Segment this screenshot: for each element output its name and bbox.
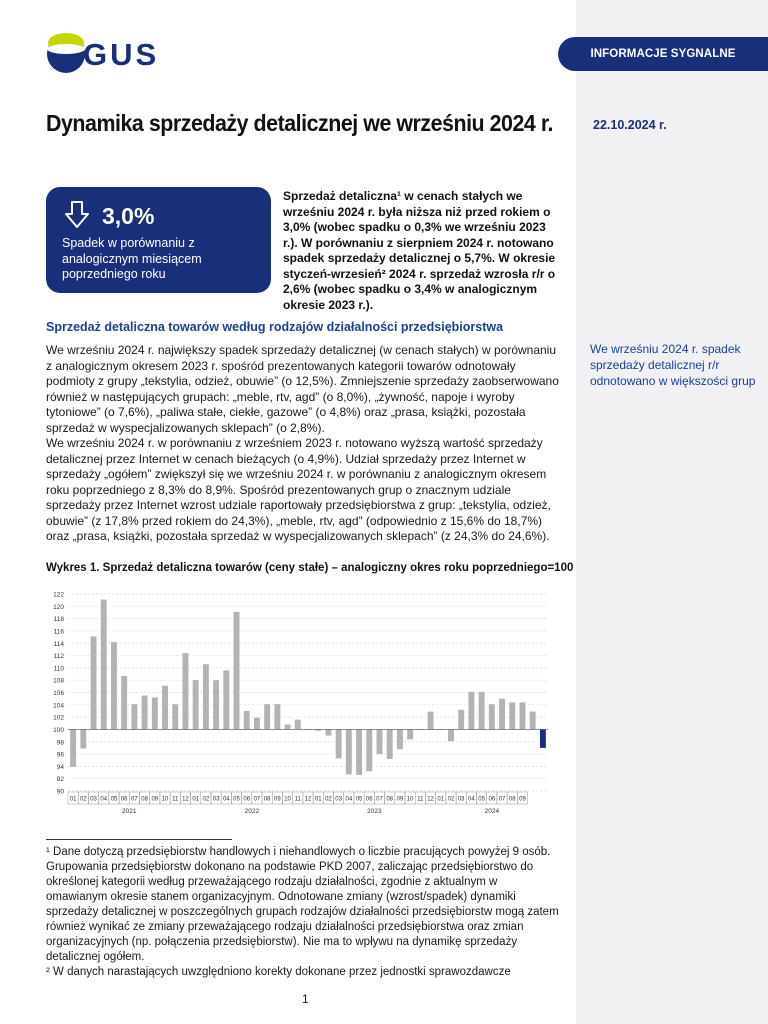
footnote-2: ² W danych narastających uwzględniono korekty dokonane przez jednostki sprawozdawcze [46,966,511,978]
month-label: 01 [314,796,322,803]
chart-bar [203,664,209,729]
y-tick-label: 100 [53,726,64,734]
side-note: We wrześniu 2024 r. spadek sprzedaży detalicznej r/r odnotowano w większości grup [590,342,756,388]
month-label: 01 [437,796,445,803]
lead-paragraph: Sprzedaż detaliczna¹ w cenach stałych we wrześniu 2024 r. była niższa niż przed rokiem o 3,0% (wobec spadku o 0,3% we wrześniu 2023 r.). W porównaniu z sierpniem 2024 r. notowano spadek sprzedaży detalicznej o 5,7%. W okresie styczeń-wrzesień² 2024 r. sprzedaż wzrosła r/r o 2,6% (wobec spadku o 3,4% w analogicznym okresie 2023 r.). [283,189,556,312]
chart-bar [254,718,260,730]
footnote-1: ¹ Dane dotyczą przedsiębiorstw handlowych i niehandlowych o liczbie pracujących powyżej 9 osób. Grupowania przedsiębiorstw dokonano na podstawie PKD 2007, zaliczając przedsiębiorstwo do określonej kategorii według przeważającego rodzaju działalności, zgodnie z aktualnym w omawianym okresie stanem organizacyjnym. Odnotowane zmiany (wzrost/spadek) dynamiki sprzedaży detalicznej w poszczególnych grupach rodzajów działalności przedsiębiorstw mogą zatem również wynikać ze zmiany przeważającego rodzaju działalności przedsiębiorstwa oraz zmian organizacyjnych (np. połączenia przedsiębiorstw). Nie ma to wpływu na dynamikę sprzedaży detalicznej ogółem. [46,846,559,963]
month-label: 07 [498,796,506,803]
bar-chart [46,584,560,820]
y-tick-label: 116 [53,628,64,636]
y-tick-label: 108 [53,677,64,685]
month-label: 02 [202,796,210,803]
body-paragraph-2: We wrześniu 2024 r. w porównaniu z wrześniem 2023 r. notowano wyższą wartość sprzedaży detalicznej przez Internet w cenach bieżących (o 4,9%). Udział sprzedaży przez Internet w sprzedaży „ogółem” zwiększył się we wrześniu 2024 r. w porównaniu z analogicznym okresem roku poprzedniego z 8,3% do 8,9%. Spośród prezentowanych grup o znacznym udziale sprzedaży przez Internet wzrost udziale raportowały przedsiębiorstwa z grup: „tekstylia, odzież, obuwie” (z 17,8% przed rokiem do 24,3%), „meble, rtv, agd” (odpowiednio z 15,6% do 18,7%) oraz „prasa, książki, pozostała sprzedaż w wyspecjalizowanych sklepach” (z 24,3% do 24,6%). [46,436,551,543]
month-label: 04 [468,796,475,803]
month-label: 03 [90,796,97,803]
year-label: 2024 [484,808,500,815]
chart-bar [285,725,291,730]
chart-bar [479,692,485,730]
year-label: 2022 [244,808,260,815]
chart-bar [468,692,474,730]
chart-bar [366,729,372,771]
y-tick-label: 92 [56,776,64,784]
page-title: Dynamika sprzedaży detalicznej we wrześniu 2024 r. [46,110,553,136]
chart-bar [336,729,342,758]
y-tick-label: 110 [53,665,64,673]
y-tick-label: 96 [56,751,64,759]
y-tick-label: 98 [56,739,64,747]
chart-bar [540,729,546,747]
kpi-description: Spadek w porównaniu z analogicznym miesiącem poprzedniego roku [62,236,202,281]
chart-bar [172,704,178,729]
chart-bar [80,729,86,748]
month-label: 07 [131,796,138,803]
chart-bar [520,702,526,729]
month-label: 01 [192,796,200,803]
release-date: 22.10.2024 r. [593,118,667,132]
month-label: 09 [274,796,281,803]
chart-bar [264,704,270,729]
month-label: 02 [79,796,87,803]
page-number: 1 [302,992,309,1006]
body-paragraph-1: We wrześniu 2024 r. największy spadek sprzedaży detalicznej (w cenach stałych) w porównaniu z analogicznym okresem 2023 r. spośród prezentowanych kategorii towarów odnotowały podmioty z grupy „tekstylia, odzież, obuwie” (o 12,5%). Zmniejszenie sprzedaży zaobserwowano również w następujących grupach: „meble, rtv, agd” (o 8,0%), „żywność, napoje i wyroby tytoniowe” (o 7,6%), „paliwa stałe, ciekłe, gazowe” (o 4,8%) oraz „prasa, książki, pozostała sprzedaż w wyspecjalizowanych sklepach” (o 2,8%). [46,343,559,435]
chart-bar [121,676,127,730]
chart-bar [213,680,219,729]
logo-text: GUS [83,37,160,72]
month-label: 08 [386,796,394,803]
month-label: 12 [182,796,189,803]
chart-bar [356,729,362,775]
month-label: 09 [519,796,526,803]
logo-emblem-icon [46,30,86,75]
year-label: 2021 [122,808,137,815]
chart-bar [131,704,137,729]
footnote-divider [46,839,232,840]
month-label: 07 [376,796,383,803]
month-label: 08 [508,796,516,803]
y-tick-label: 118 [53,616,64,624]
section-heading: Sprzedaż detaliczna towarów według rodzajów działalności przedsiębiorstwa [46,320,504,334]
month-label: 09 [396,796,404,803]
chart-bar [111,642,117,729]
month-label: 10 [284,796,291,803]
month-label: 02 [447,796,455,803]
chart-bar [70,729,76,767]
month-label: 07 [253,796,261,803]
chart-bar [223,670,229,729]
chart-bar [91,636,97,729]
month-label: 09 [151,796,159,803]
kpi-value: 3,0% [102,203,155,229]
y-tick-label: 114 [53,640,64,648]
month-label: 06 [488,796,496,803]
sidebar [576,0,768,1024]
y-tick-label: 102 [53,714,64,722]
month-label: 06 [365,796,373,803]
month-label: 06 [243,796,251,803]
month-label: 05 [478,796,485,803]
month-label: 11 [172,796,179,803]
y-tick-label: 122 [53,591,64,599]
chart-bar [295,720,301,730]
month-label: 05 [233,796,240,803]
chart-bar [244,711,250,729]
month-label: 01 [69,796,77,803]
chart-bar [182,653,188,729]
month-label: 11 [417,796,424,803]
chart-bar [325,729,331,735]
month-label: 04 [345,796,353,803]
arrow-down-icon [64,201,90,229]
chart-bar [397,729,403,749]
month-label: 03 [335,796,342,803]
month-label: 04 [222,796,230,803]
month-label: 08 [141,796,148,803]
chart-bar [377,729,383,754]
info-badge: INFORMACJE SYGNALNE [558,37,768,71]
chart-bar [499,699,505,730]
month-label: 11 [294,796,301,803]
chart-bar [489,704,495,729]
chart-bar [234,612,240,730]
month-label: 10 [161,796,169,803]
chart-bar [346,729,352,774]
y-tick-label: 106 [53,690,64,697]
chart-bar [162,686,168,730]
month-label: 12 [427,796,434,803]
chart-bar [530,712,536,730]
month-label: 06 [120,796,128,803]
year-label: 2023 [367,808,382,815]
month-label: 03 [457,796,465,803]
y-tick-label: 90 [56,788,64,796]
chart-bar [428,712,434,730]
chart-bar [101,600,107,730]
chart-bar [142,696,148,730]
month-label: 02 [325,796,332,803]
chart-bar [193,680,199,729]
month-label: 05 [110,796,118,803]
month-label: 04 [100,796,108,803]
chart-bar [274,704,280,729]
month-label: 08 [263,796,271,803]
y-tick-label: 94 [56,763,64,771]
chart-bar [458,710,464,730]
chart-bar [387,729,393,759]
chart-bar [152,697,158,729]
chart-title: Wykres 1. Sprzedaż detaliczna towarów (ceny stałe) – analogiczny okres roku poprzedniego=100 [46,562,574,574]
chart-bar [448,729,454,741]
y-tick-label: 104 [53,702,64,710]
chart-bar [509,702,515,729]
y-tick-label: 120 [53,603,64,611]
month-label: 05 [355,796,363,803]
kpi-card [46,187,271,293]
month-label: 12 [304,796,312,803]
month-label: 03 [212,796,220,803]
y-tick-label: 112 [53,653,64,661]
month-label: 10 [406,796,414,803]
chart-bar [407,729,413,739]
